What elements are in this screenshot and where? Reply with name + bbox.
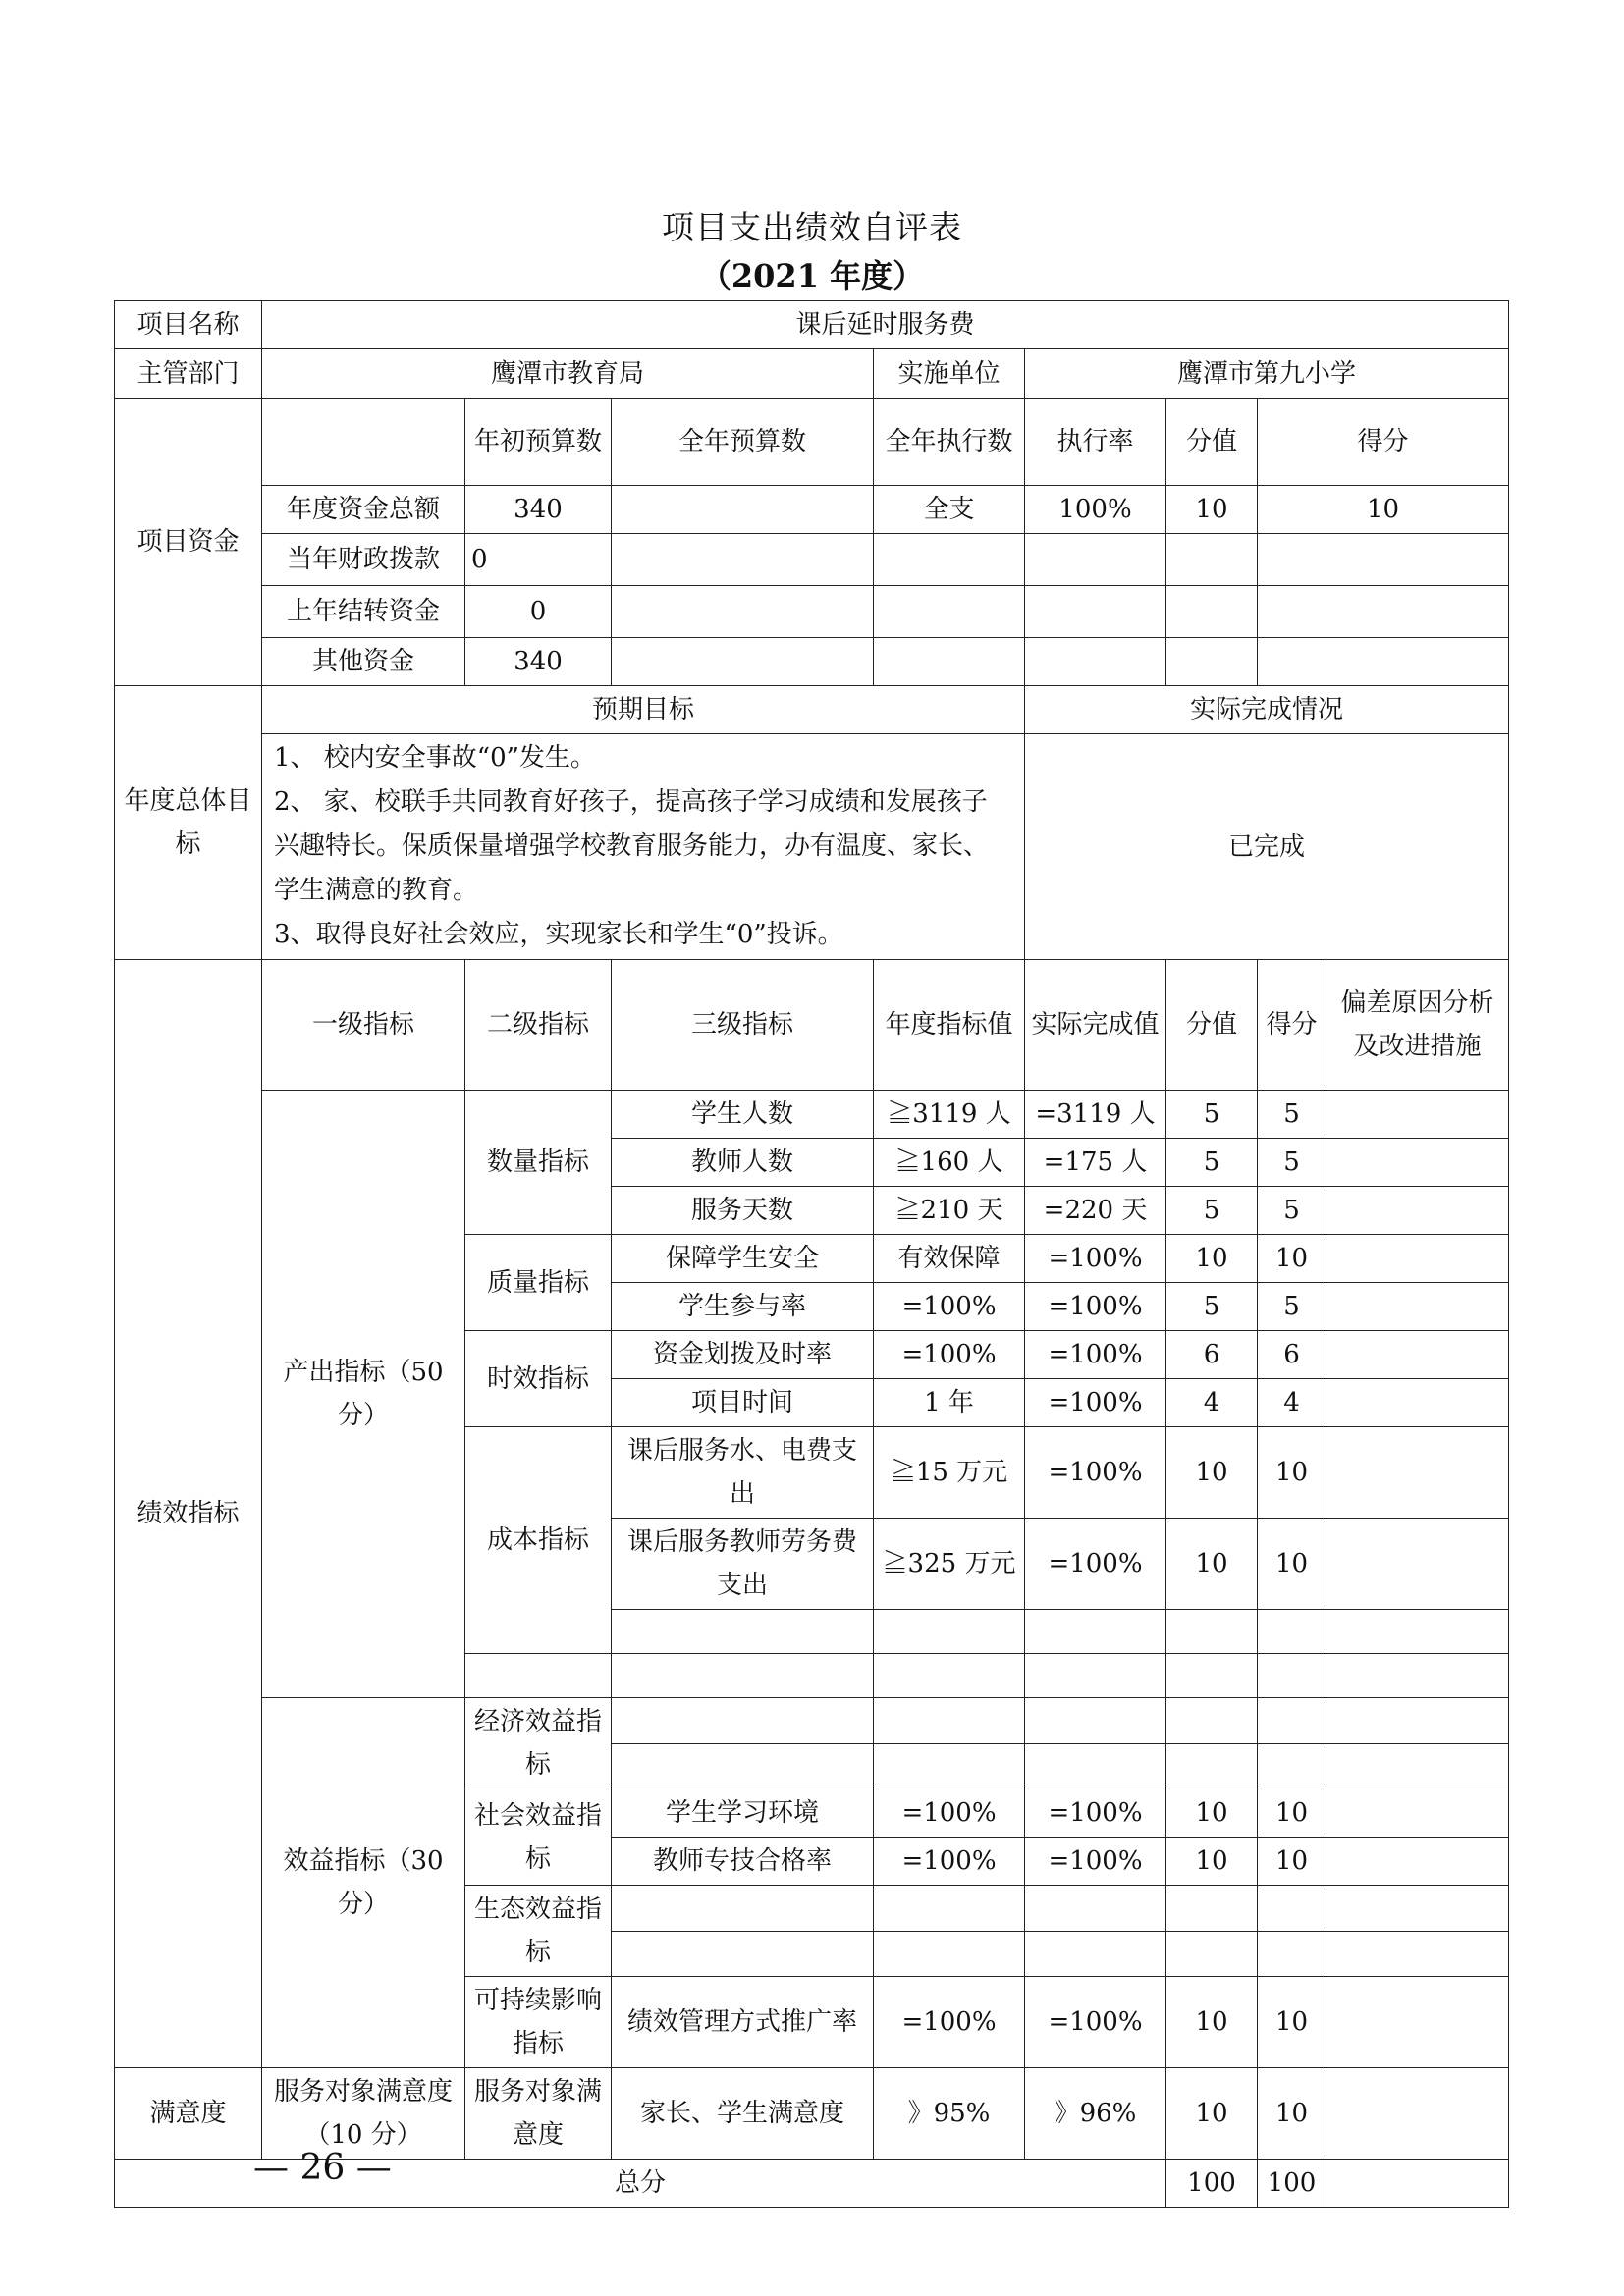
page-subtitle: （2021 年度） bbox=[699, 257, 925, 294]
indicator-score-value bbox=[1166, 1886, 1258, 1932]
indicator-name: 资金划拨及时率 bbox=[612, 1331, 874, 1379]
funds-header-score-value: 分值 bbox=[1166, 399, 1258, 486]
evaluation-table bbox=[114, 300, 1509, 2208]
dept-label: 主管部门 bbox=[115, 349, 262, 399]
goals-expected-header: 预期目标 bbox=[262, 686, 1025, 734]
eco-indicator-label: 生态效益指标 bbox=[465, 1886, 612, 1977]
indicator-deviation bbox=[1326, 1139, 1509, 1187]
indicator-score-value: 10 bbox=[1166, 1977, 1258, 2068]
satisfaction-level2: 服务对象满意度 bbox=[465, 2068, 612, 2160]
indicator-deviation bbox=[1326, 1283, 1509, 1331]
total-score-value: 100 bbox=[1166, 2160, 1258, 2208]
indicator-target: ≧15 万元 bbox=[874, 1427, 1025, 1519]
table-row bbox=[115, 1091, 1509, 1139]
funds-row-score-value bbox=[1166, 534, 1258, 586]
funds-row-name: 年度资金总额 bbox=[262, 486, 465, 534]
indicator-actual bbox=[1025, 1698, 1166, 1744]
indicator-name: 项目时间 bbox=[612, 1379, 874, 1427]
indicator-level2 bbox=[465, 1654, 612, 1698]
funds-row-rate bbox=[1025, 586, 1166, 638]
indicator-actual bbox=[1025, 1654, 1166, 1698]
indicator-actual bbox=[1025, 1610, 1166, 1654]
funds-row-score-value bbox=[1166, 586, 1258, 638]
indicator-target bbox=[874, 1886, 1025, 1932]
goal-item: 1、 校内安全事故“0”发生。 bbox=[274, 743, 596, 773]
output-indicator-label: 产出指标（50分） bbox=[262, 1091, 465, 1698]
indicator-target: ≧160 人 bbox=[874, 1139, 1025, 1187]
indicator-name: 学生人数 bbox=[612, 1091, 874, 1139]
indicator-score-value: 10 bbox=[1166, 1838, 1258, 1886]
goals-expected bbox=[262, 734, 1025, 960]
funds-row-annual bbox=[612, 638, 874, 686]
perf-header-deviation: 偏差原因分析及改进措施 bbox=[1326, 960, 1509, 1091]
cost-indicator-label: 成本指标 bbox=[465, 1427, 612, 1654]
indicator-actual: =100% bbox=[1025, 1235, 1166, 1283]
satisfaction-actual: 》96% bbox=[1025, 2068, 1166, 2160]
funds-row-executed bbox=[874, 638, 1025, 686]
funds-row-score bbox=[1258, 586, 1509, 638]
page-number: — 26 — bbox=[253, 2148, 392, 2188]
indicator-name: 学生学习环境 bbox=[612, 1789, 874, 1838]
indicator-name: 绩效管理方式推广率 bbox=[612, 1977, 874, 2068]
indicator-deviation bbox=[1326, 1977, 1509, 2068]
indicator-actual: =100% bbox=[1025, 1789, 1166, 1838]
funds-row-name: 上年结转资金 bbox=[262, 586, 465, 638]
indicator-actual bbox=[1025, 1931, 1166, 1977]
indicator-score: 10 bbox=[1258, 1519, 1326, 1610]
indicator-score-value: 5 bbox=[1166, 1283, 1258, 1331]
indicator-target bbox=[874, 1698, 1025, 1744]
indicator-target: ≧210 天 bbox=[874, 1187, 1025, 1235]
funds-row bbox=[115, 638, 1509, 686]
indicator-score: 10 bbox=[1258, 1977, 1326, 2068]
unit-label: 实施单位 bbox=[874, 349, 1025, 399]
goals-label: 年度总体目标 bbox=[115, 686, 262, 960]
indicator-score-value bbox=[1166, 1931, 1258, 1977]
indicator-actual: =100% bbox=[1025, 1283, 1166, 1331]
satisfaction-label: 满意度 bbox=[115, 2068, 262, 2160]
funds-row-rate bbox=[1025, 534, 1166, 586]
perf-header-score: 得分 bbox=[1258, 960, 1326, 1091]
indicator-score: 5 bbox=[1258, 1139, 1326, 1187]
goal-item: 2、 家、校联手共同教育好孩子，提高孩子学习成绩和发展孩子兴趣特长。保质保量增强学校教育服务能力，办有温度、家长、学生满意的教育。 bbox=[274, 787, 990, 905]
funds-row-executed: 全支 bbox=[874, 486, 1025, 534]
indicator-score-value: 5 bbox=[1166, 1187, 1258, 1235]
indicator-score-value: 4 bbox=[1166, 1379, 1258, 1427]
social-indicator-label: 社会效益指标 bbox=[465, 1789, 612, 1886]
satisfaction-score: 10 bbox=[1258, 2068, 1326, 2160]
indicator-score-value: 10 bbox=[1166, 1235, 1258, 1283]
indicator-target bbox=[874, 1610, 1025, 1654]
indicator-score bbox=[1258, 1931, 1326, 1977]
economic-indicator-label: 经济效益指标 bbox=[465, 1698, 612, 1789]
indicator-actual: =175 人 bbox=[1025, 1139, 1166, 1187]
indicator-score-value bbox=[1166, 1610, 1258, 1654]
indicator-target: =100% bbox=[874, 1838, 1025, 1886]
unit-value: 鹰潭市第九小学 bbox=[1025, 349, 1509, 399]
indicator-deviation bbox=[1326, 1519, 1509, 1610]
project-name: 课后延时服务费 bbox=[262, 301, 1509, 349]
indicator-name bbox=[612, 1698, 874, 1744]
indicator-deviation bbox=[1326, 1379, 1509, 1427]
perf-header-target: 年度指标值 bbox=[874, 960, 1025, 1091]
goals-actual-header: 实际完成情况 bbox=[1025, 686, 1509, 734]
indicator-score-value bbox=[1166, 1698, 1258, 1744]
indicator-name bbox=[612, 1743, 874, 1789]
indicator-actual: =100% bbox=[1025, 1331, 1166, 1379]
table-row bbox=[115, 2068, 1509, 2160]
indicator-score: 10 bbox=[1258, 1838, 1326, 1886]
time-indicator-label: 时效指标 bbox=[465, 1331, 612, 1427]
indicator-score: 10 bbox=[1258, 1789, 1326, 1838]
perf-header-level2: 二级指标 bbox=[465, 960, 612, 1091]
indicator-score-value: 6 bbox=[1166, 1331, 1258, 1379]
indicator-actual: =100% bbox=[1025, 1977, 1166, 2068]
funds-row-initial: 0 bbox=[465, 586, 612, 638]
indicator-name: 教师人数 bbox=[612, 1139, 874, 1187]
indicator-score bbox=[1258, 1698, 1326, 1744]
total-label: 总分 bbox=[115, 2160, 1166, 2208]
funds-header-score: 得分 bbox=[1258, 399, 1509, 486]
indicator-deviation bbox=[1326, 1743, 1509, 1789]
indicator-name bbox=[612, 1654, 874, 1698]
indicator-name: 教师专技合格率 bbox=[612, 1838, 874, 1886]
indicator-deviation bbox=[1326, 1235, 1509, 1283]
indicator-target: 有效保障 bbox=[874, 1235, 1025, 1283]
indicator-score: 5 bbox=[1258, 1283, 1326, 1331]
funds-header-rate: 执行率 bbox=[1025, 399, 1166, 486]
indicator-deviation bbox=[1326, 1886, 1509, 1932]
indicator-score-value bbox=[1166, 1654, 1258, 1698]
funds-row-score bbox=[1258, 534, 1509, 586]
indicator-score: 10 bbox=[1258, 1427, 1326, 1519]
indicator-deviation bbox=[1326, 1931, 1509, 1977]
indicator-name: 课后服务水、电费支出 bbox=[612, 1427, 874, 1519]
indicator-score bbox=[1258, 1743, 1326, 1789]
quantity-indicator-label: 数量指标 bbox=[465, 1091, 612, 1235]
funds-row-executed bbox=[874, 586, 1025, 638]
indicator-name bbox=[612, 1931, 874, 1977]
indicator-score: 5 bbox=[1258, 1091, 1326, 1139]
funds-row-name: 当年财政拨款 bbox=[262, 534, 465, 586]
funds-row-initial: 0 bbox=[465, 534, 612, 586]
funds-row-annual bbox=[612, 486, 874, 534]
perf-header-score-value: 分值 bbox=[1166, 960, 1258, 1091]
indicator-target: =100% bbox=[874, 1283, 1025, 1331]
funds-row-annual bbox=[612, 586, 874, 638]
satisfaction-score-value: 10 bbox=[1166, 2068, 1258, 2160]
indicator-score: 4 bbox=[1258, 1379, 1326, 1427]
indicator-actual: =220 天 bbox=[1025, 1187, 1166, 1235]
satisfaction-deviation bbox=[1326, 2068, 1509, 2160]
indicator-actual bbox=[1025, 1886, 1166, 1932]
funds-header-annual: 全年预算数 bbox=[612, 399, 874, 486]
indicator-actual: =100% bbox=[1025, 1838, 1166, 1886]
funds-row bbox=[115, 534, 1509, 586]
satisfaction-name: 家长、学生满意度 bbox=[612, 2068, 874, 2160]
funds-row-initial: 340 bbox=[465, 638, 612, 686]
funds-row-rate: 100% bbox=[1025, 486, 1166, 534]
indicator-score bbox=[1258, 1610, 1326, 1654]
total-deviation bbox=[1326, 2160, 1509, 2208]
funds-row bbox=[115, 486, 1509, 534]
indicator-deviation bbox=[1326, 1610, 1509, 1654]
indicator-score: 6 bbox=[1258, 1331, 1326, 1379]
satisfaction-target: 》95% bbox=[874, 2068, 1025, 2160]
satisfaction-level1: 服务对象满意度（10 分） bbox=[262, 2068, 465, 2160]
indicator-target: =100% bbox=[874, 1331, 1025, 1379]
goal-item: 3、取得良好社会效应，实现家长和学生“0”投诉。 bbox=[274, 920, 843, 949]
indicator-score bbox=[1258, 1886, 1326, 1932]
performance-label: 绩效指标 bbox=[115, 960, 262, 2068]
perf-header-level1: 一级指标 bbox=[262, 960, 465, 1091]
funds-row bbox=[115, 586, 1509, 638]
indicator-deviation bbox=[1326, 1698, 1509, 1744]
indicator-score-value: 5 bbox=[1166, 1139, 1258, 1187]
indicator-score: 10 bbox=[1258, 1235, 1326, 1283]
indicator-deviation bbox=[1326, 1331, 1509, 1379]
funds-label: 项目资金 bbox=[115, 399, 262, 686]
indicator-score-value: 10 bbox=[1166, 1519, 1258, 1610]
indicator-target: ≧3119 人 bbox=[874, 1091, 1025, 1139]
goals-actual: 已完成 bbox=[1025, 734, 1509, 960]
funds-row-name: 其他资金 bbox=[262, 638, 465, 686]
indicator-deviation bbox=[1326, 1187, 1509, 1235]
indicator-name: 学生参与率 bbox=[612, 1283, 874, 1331]
funds-row-executed bbox=[874, 534, 1025, 586]
indicator-actual: =100% bbox=[1025, 1379, 1166, 1427]
indicator-target bbox=[874, 1931, 1025, 1977]
perf-header-actual: 实际完成值 bbox=[1025, 960, 1166, 1091]
indicator-actual bbox=[1025, 1743, 1166, 1789]
page-title: 项目支出绩效自评表 bbox=[662, 208, 962, 246]
indicator-score bbox=[1258, 1654, 1326, 1698]
funds-row-score: 10 bbox=[1258, 486, 1509, 534]
indicator-name bbox=[612, 1886, 874, 1932]
indicator-deviation bbox=[1326, 1838, 1509, 1886]
indicator-deviation bbox=[1326, 1427, 1509, 1519]
funds-header-executed: 全年执行数 bbox=[874, 399, 1025, 486]
indicator-name bbox=[612, 1610, 874, 1654]
indicator-target: =100% bbox=[874, 1789, 1025, 1838]
indicator-name: 保障学生安全 bbox=[612, 1235, 874, 1283]
indicator-deviation bbox=[1326, 1091, 1509, 1139]
funds-header-initial: 年初预算数 bbox=[465, 399, 612, 486]
indicator-target: =100% bbox=[874, 1977, 1025, 2068]
project-name-label: 项目名称 bbox=[115, 301, 262, 349]
funds-row-score-value: 10 bbox=[1166, 486, 1258, 534]
benefit-indicator-label: 效益指标（30分） bbox=[262, 1698, 465, 2068]
funds-row-score bbox=[1258, 638, 1509, 686]
table-row bbox=[115, 1698, 1509, 1744]
sustain-indicator-label: 可持续影响指标 bbox=[465, 1977, 612, 2068]
indicator-target: 1 年 bbox=[874, 1379, 1025, 1427]
quality-indicator-label: 质量指标 bbox=[465, 1235, 612, 1331]
funds-row-rate bbox=[1025, 638, 1166, 686]
indicator-actual: =100% bbox=[1025, 1427, 1166, 1519]
indicator-target bbox=[874, 1654, 1025, 1698]
indicator-target bbox=[874, 1743, 1025, 1789]
indicator-score-value bbox=[1166, 1743, 1258, 1789]
total-score: 100 bbox=[1258, 2160, 1326, 2208]
indicator-target: ≧325 万元 bbox=[874, 1519, 1025, 1610]
funds-row-initial: 340 bbox=[465, 486, 612, 534]
indicator-name: 服务天数 bbox=[612, 1187, 874, 1235]
dept-value: 鹰潭市教育局 bbox=[262, 349, 874, 399]
indicator-actual: =100% bbox=[1025, 1519, 1166, 1610]
indicator-score-value: 10 bbox=[1166, 1789, 1258, 1838]
indicator-score: 5 bbox=[1258, 1187, 1326, 1235]
indicator-deviation bbox=[1326, 1789, 1509, 1838]
funds-row-score-value bbox=[1166, 638, 1258, 686]
indicator-score-value: 5 bbox=[1166, 1091, 1258, 1139]
perf-header-level3: 三级指标 bbox=[612, 960, 874, 1091]
indicator-score-value: 10 bbox=[1166, 1427, 1258, 1519]
indicator-deviation bbox=[1326, 1654, 1509, 1698]
indicator-actual: =3119 人 bbox=[1025, 1091, 1166, 1139]
indicator-name: 课后服务教师劳务费支出 bbox=[612, 1519, 874, 1610]
funds-row-annual bbox=[612, 534, 874, 586]
funds-header-blank bbox=[262, 399, 465, 486]
